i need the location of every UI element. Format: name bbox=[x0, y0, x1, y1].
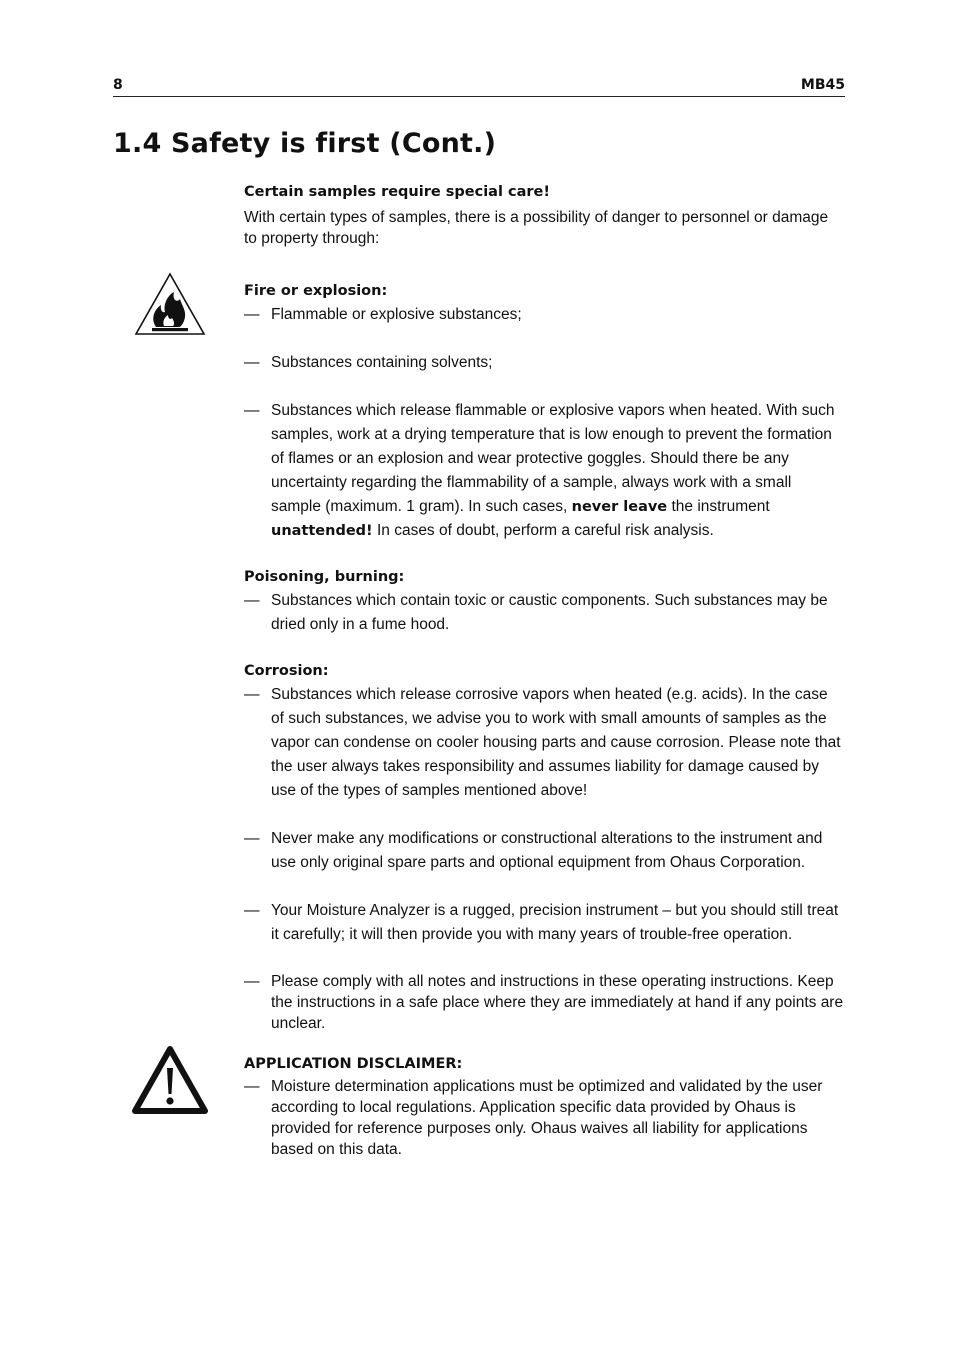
fire-heading: Fire or explosion: bbox=[244, 283, 388, 299]
model-name: MB45 bbox=[800, 77, 845, 93]
item-text: the instrument bbox=[667, 498, 770, 515]
warning-exclamation-icon bbox=[131, 1044, 209, 1116]
flammable-hazard-icon bbox=[134, 272, 206, 336]
disclaimer-list bbox=[244, 1076, 844, 1160]
special-care-intro: With certain types of samples, there is a possibility of danger to personnel or damage to property through: bbox=[244, 209, 829, 247]
item-text: In cases of doubt, perform a careful risk analysis. bbox=[372, 522, 714, 539]
list-item: — Substances containing solvents; bbox=[244, 351, 844, 375]
list-item: — Please comply with all notes and instructions in these operating instructions. Keep the instructions in a safe place where they are immediately at hand if any points are unclear. bbox=[244, 971, 844, 1034]
emphasis-unattended: unattended! bbox=[271, 523, 373, 539]
list-item: — Moisture determination applications must be optimized and validated by the user according to local regulations. Application specific data provided by Ohaus is provided for reference purposes only. Ohaus waives all liability for applications based on this data. bbox=[244, 1076, 844, 1160]
special-care-heading: Certain samples require special care! bbox=[244, 184, 550, 200]
disclaimer-heading: APPLICATION DISCLAIMER: bbox=[244, 1056, 463, 1072]
list-item: — Flammable or explosive substances; bbox=[244, 303, 844, 327]
corrosion-heading: Corrosion: bbox=[244, 663, 329, 679]
page-header bbox=[113, 76, 845, 97]
section-title: 1.4 Safety is first (Cont.) bbox=[113, 128, 497, 159]
page-number: 8 bbox=[113, 77, 123, 93]
emphasis-never-leave: never leave bbox=[571, 499, 668, 515]
list-item: — Never make any modifications or constructional alterations to the instrument and use only original spare parts and optional equipment from Ohaus Corporation. bbox=[244, 827, 844, 875]
poisoning-list bbox=[244, 589, 844, 637]
list-item: — Substances which release corrosive vapors when heated (e.g. acids). In the case of such substances, we advise you to work with small amounts of samples as the vapor can condense on cooler housing parts and cause corrosion. Please note that the user always takes responsibility and assumes liability for damage caused by use of the types of samples mentioned above! bbox=[244, 683, 844, 803]
list-item bbox=[244, 399, 844, 543]
list-item: — Your Moisture Analyzer is a rugged, precision instrument – but you should still treat it carefully; it will then provide you with many years of trouble-free operation. bbox=[244, 899, 844, 947]
poisoning-heading: Poisoning, burning: bbox=[244, 569, 405, 585]
fire-list bbox=[244, 303, 844, 543]
list-item: — Substances which contain toxic or caustic components. Such substances may be dried only in a fume hood. bbox=[244, 589, 844, 637]
corrosion-list bbox=[244, 683, 844, 1034]
item-text: Substances which release flammable or explosive vapors when heated. With such samples, work at a drying temperature that is low enough to prevent the formation of flames or an explosion and wear protective goggles. Should there be any uncertainty regarding the flammability of a sample, always work with a small sample (maximum. 1 gram). In such cases, bbox=[271, 402, 835, 515]
main-content bbox=[244, 180, 844, 1160]
